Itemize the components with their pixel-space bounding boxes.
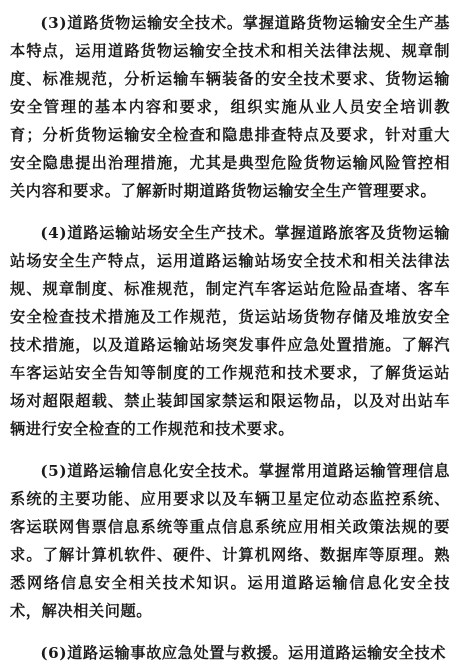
section-4-paragraph bbox=[10, 219, 450, 443]
section-4-text: 道路运输站场安全生产技术。掌握道路旅客及货物运输站场安全生产特点，运用道路运输站场安全技术和相关法律法规、规章制度、标准规范，制定汽车客运站危险品查堵、客车安全检查技术措施及工作规范，货运站场货物存储及堆放安全技术措施，以及道路运输站场突发事件应急处置措施。了解汽车客运站安全告知等制度的工作规范和技术要求，了解货运站场对超限超载、禁止装卸国家禁运和限运物品，以及对出站车辆进行安全检查的工作规范和技术要求。 bbox=[10, 224, 450, 438]
section-6-paragraph bbox=[10, 639, 450, 667]
section-6-number: (6) bbox=[40, 644, 68, 662]
section-3-number: (3) bbox=[40, 14, 68, 32]
section-5-text: 道路运输信息化安全技术。掌握常用道路运输管理信息系统的主要功能、应用要求以及车辆卫星定位动态监控系统、客运联网售票信息系统等重点信息系统应用相关政策法规的要求。了解计算机软件、硬件、计算机网络、数据库等原理。熟悉网络信息安全相关技术知识。运用道路运输信息化安全技术，解决相关问题。 bbox=[10, 462, 450, 620]
section-5-number: (5) bbox=[40, 462, 68, 480]
section-5-paragraph bbox=[10, 457, 450, 625]
section-3-paragraph bbox=[10, 9, 450, 205]
section-4-number: (4) bbox=[40, 224, 68, 242]
section-6-text: 道路运输事故应急处置与救援。运用道路运输安全技术 bbox=[67, 644, 447, 662]
section-3-text: 道路货物运输安全技术。掌握道路货物运输安全生产基本特点，运用道路货物运输安全技术和相关法律法规、规章制度、标准规范，分析运输车辆装备的安全技术要求、货物运输安全管理的基本内容和要求，组织实施从业人员安全培训教育；分析货物运输安全检查和隐患排查特点及要求，针对重大安全隐患提出治理措施，尤其是典型危险货物运输风险管控相关内容和要求。了解新时期道路货物运输安全生产管理要求。 bbox=[10, 14, 450, 200]
